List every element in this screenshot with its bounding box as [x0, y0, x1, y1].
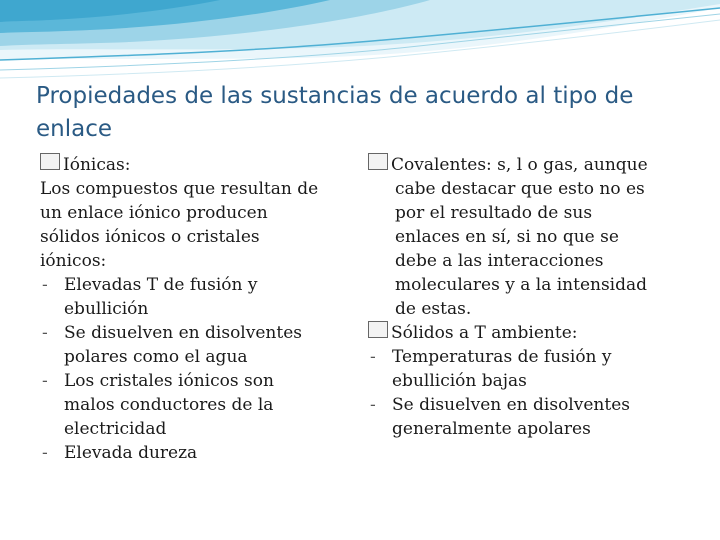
dash-bullet: -	[42, 275, 48, 295]
list-item-line: electricidad	[64, 419, 167, 439]
left-list-item	[40, 441, 358, 465]
right-heading2-row	[368, 321, 686, 345]
missing-glyph-bullet-icon	[368, 321, 388, 338]
dash-bullet: -	[370, 395, 376, 415]
dash-bullet: -	[42, 371, 48, 391]
right-text-line: debe a las interacciones	[395, 251, 604, 271]
right-text-line: por el resultado de sus	[395, 203, 593, 223]
right-list-item	[368, 393, 686, 441]
right-heading-row	[368, 153, 686, 177]
list-item-line: generalmente apolares	[392, 419, 591, 439]
missing-glyph-bullet-icon	[40, 153, 60, 170]
dash-bullet: -	[370, 347, 376, 367]
left-list-item	[40, 369, 358, 441]
left-intro-line: sólidos iónicos o cristales	[40, 227, 260, 247]
dash-bullet: -	[42, 443, 48, 463]
list-item-line: Temperaturas de fusión y	[392, 347, 612, 367]
decorative-wave-header	[0, 0, 720, 90]
right-block-covalentes	[368, 153, 686, 321]
left-intro	[40, 177, 358, 273]
list-item-line: Se disuelven en disolventes	[392, 395, 630, 415]
right-text-line: cabe destacar que esto no es	[395, 179, 645, 199]
right-text-line: de estas.	[395, 299, 472, 319]
list-item-line: ebullición	[64, 299, 149, 319]
right-text-line: enlaces en sí, si no que se	[395, 227, 619, 247]
left-list-item	[40, 321, 358, 369]
slide-title: Propiedades de las sustancias de acuerdo al tipo de enlace	[36, 83, 634, 142]
right-list-item	[368, 345, 686, 393]
right-text-line: moleculares y a la intensidad	[395, 275, 648, 295]
left-heading-row	[40, 153, 358, 177]
list-item-line: Los cristales iónicos son	[64, 371, 274, 391]
list-item-line: Se disuelven en disolventes	[64, 323, 302, 343]
left-intro-line: un enlace iónico producen	[40, 203, 268, 223]
left-intro-line: iónicos:	[40, 251, 107, 271]
list-item-line: ebullición bajas	[392, 371, 527, 391]
left-column	[40, 153, 358, 465]
right-heading2: Sólidos a T ambiente:	[391, 323, 578, 343]
left-list-item	[40, 273, 358, 321]
list-item-line: malos conductores de la	[64, 395, 274, 415]
list-item-line: polares como el agua	[64, 347, 248, 367]
list-item-line: Elevada dureza	[64, 443, 198, 463]
missing-glyph-bullet-icon	[368, 153, 388, 170]
left-intro-line: Los compuestos que resultan de	[40, 179, 319, 199]
dash-bullet: -	[42, 323, 48, 343]
right-column	[368, 153, 686, 441]
right-text-line: Covalentes: s, l o gas, aunque	[391, 155, 648, 175]
list-item-line: Elevadas T de fusión y	[64, 275, 258, 295]
left-heading: Iónicas:	[63, 155, 131, 175]
